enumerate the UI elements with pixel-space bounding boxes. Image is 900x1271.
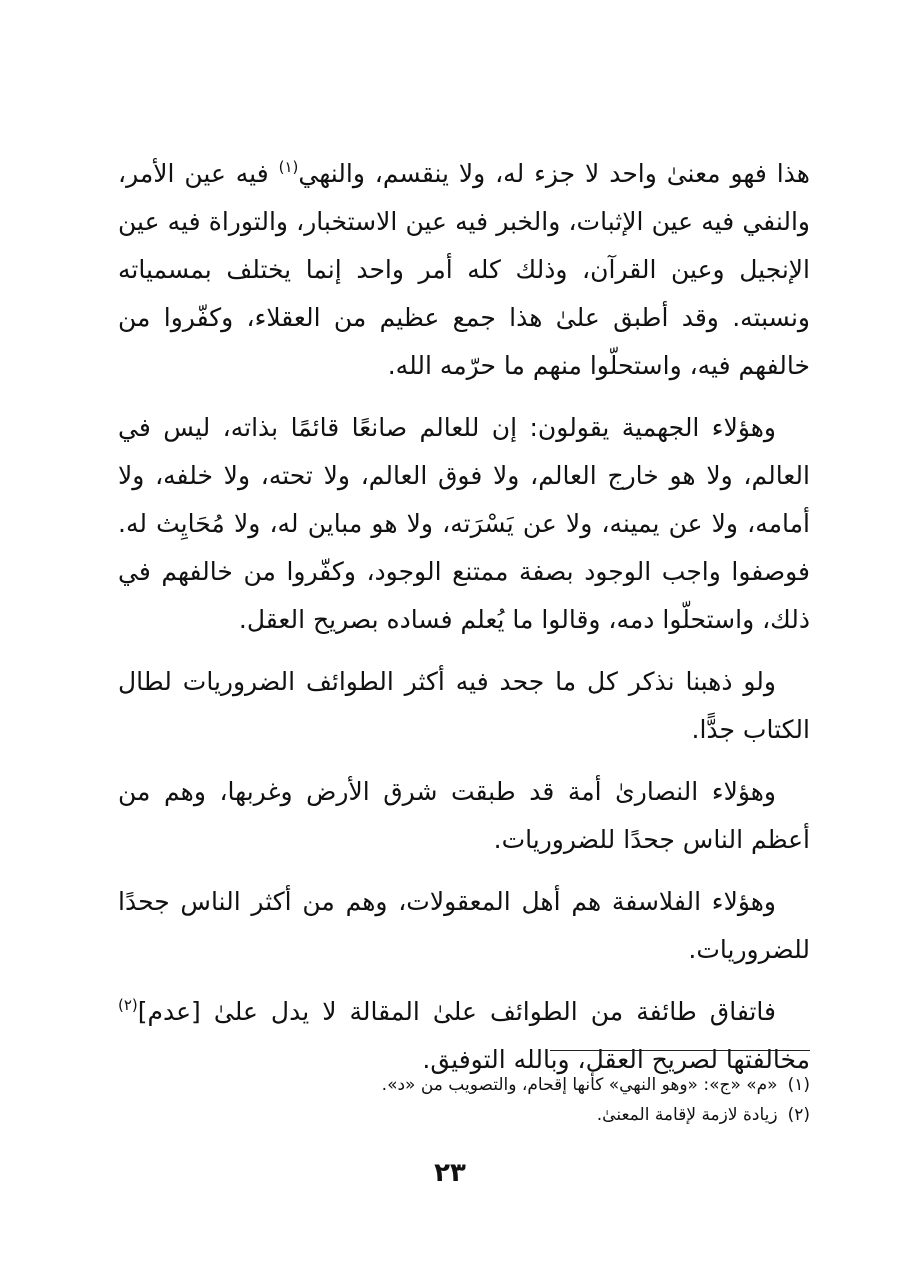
paragraph-1-text-end: فيه عين الأمر، والنفي فيه عين الإثبات، والخبر فيه عين الاستخبار، والتوراة فيه عين الإنجيل وعين القرآن، وذلك كله أمر واحد إنما يختلف بمسمياته ونسبته. وقد أطبق علىٰ هذا جمع عظيم من العقلاء، وكفّروا من خالفهم فيه، واستحلّوا منهم ما حرّمه الله. [118,159,810,380]
paragraph-3: ولو ذهبنا نذكر كل ما جحد فيه أكثر الطوائف الضروريات لطال الكتاب جدًّا. [118,667,810,744]
paragraph-6-text-start: فاتفاق طائفة من الطوائف علىٰ المقالة لا يدل علىٰ [عدم] [137,997,776,1026]
footnote-1-number: (١) [787,1075,810,1095]
footnote-2 [118,1100,810,1130]
paragraph-1-text-start: هذا فهو معنىٰ واحد لا جزء له، ولا ينقسم، والنهي [298,159,810,188]
footnote-divider [550,1050,810,1051]
footnote-2-number: (٢) [787,1105,810,1125]
paragraph-1 [118,150,810,390]
page-number: ٢٣ [434,1158,466,1188]
footnote-2-text: زيادة لازمة لإقامة المعنىٰ. [596,1105,778,1125]
footnotes [118,1070,810,1130]
footnote-ref-1[interactable]: (١) [278,158,299,176]
paragraph-5: وهؤلاء الفلاسفة هم أهل المعقولات، وهم من أكثر الناس جحدًا للضروريات. [118,887,810,964]
footnote-1 [118,1070,810,1100]
paragraph-4: وهؤلاء النصارىٰ أمة قد طبقت شرق الأرض وغربها، وهم من أعظم الناس جحدًا للضروريات. [118,777,810,854]
page-body [118,150,810,1098]
footnote-1-text: «م» «ج»: «وهو النهي» كأنها إقحام، والتصويب من «د». [381,1075,778,1095]
paragraph-2: وهؤلاء الجهمية يقولون: إن للعالم صانعًا قائمًا بذاته، ليس في العالم، ولا هو خارج العالم، ولا فوق العالم، ولا تحته، ولا خلفه، ولا أمامه، ولا عن يمينه، ولا عن يَسْرَته، ولا هو مباين له، ولا مُحَايِث له. فوصفوا واجب الوجود بصفة ممتنع الوجود، وكفّروا من خالفهم في ذلك، واستحلّوا دمه، وقالوا ما يُعلم فساده بصريح العقل. [118,413,810,634]
footnote-ref-2[interactable]: (٢) [118,996,138,1014]
paragraph-6-text-end: مخالفتها لصريح العقل، وبالله التوفيق. [422,1045,810,1074]
